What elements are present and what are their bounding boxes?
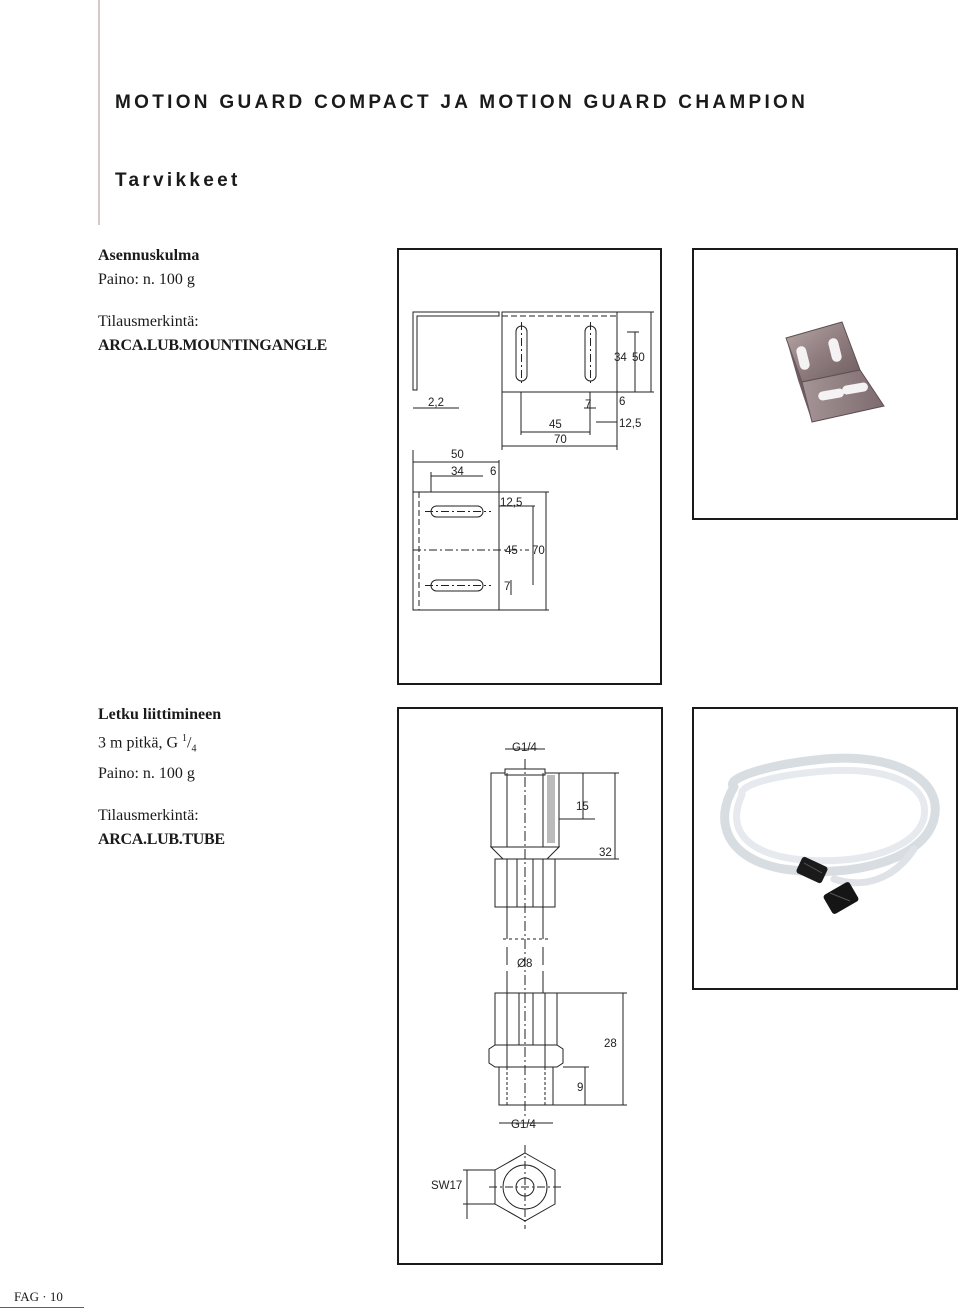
- dim-side-offset: 12,5: [500, 497, 523, 509]
- tube-image: [694, 709, 956, 988]
- order-code: ARCA.LUB.TUBE: [98, 830, 225, 848]
- dim-thread-bottom: G1/4: [511, 1119, 536, 1131]
- dim-side-34: 34: [451, 466, 464, 478]
- dim-thread-length: 9: [577, 1082, 584, 1094]
- product-name: Letku liittimineen: [98, 706, 222, 723]
- dim-edge-offset: 6: [619, 396, 626, 408]
- dim-thickness: 2,2: [428, 397, 444, 409]
- product-name: Asennuskulma: [98, 247, 200, 264]
- tube-photo: [692, 707, 958, 990]
- dim-side-70: 70: [532, 545, 545, 557]
- tube-fitting-technical-drawing: [399, 709, 661, 1263]
- page-subtitle: Tarvikkeet: [115, 170, 241, 191]
- product-mounting-angle-info: [98, 244, 327, 358]
- dim-width-70: 70: [554, 434, 567, 446]
- mounting-angle-photo: [692, 248, 958, 520]
- product-length: 3 m pitkä, G $^1/_4$: [98, 733, 197, 755]
- product-weight: Paino: n. 100 g: [98, 271, 195, 288]
- dim-height-lower: 28: [604, 1038, 617, 1050]
- dim-depth: 15: [576, 801, 589, 813]
- page-number: FAG · 10: [14, 1289, 63, 1304]
- dim-side-45: 45: [505, 545, 518, 557]
- order-label: Tilausmerkintä:: [98, 806, 199, 824]
- dim-height-50: 50: [632, 352, 645, 364]
- order-code: ARCA.LUB.MOUNTINGANGLE: [98, 337, 327, 354]
- product-tube-info: [98, 703, 225, 852]
- mounting-angle-technical-drawing: [399, 250, 660, 683]
- page-title: MOTION GUARD COMPACT JA MOTION GUARD CHAMPION: [115, 92, 809, 113]
- dim-height-34: 34: [614, 352, 627, 364]
- tube-fitting-drawing: [397, 707, 663, 1265]
- mounting-angle-image: [694, 250, 956, 518]
- dim-height-upper: 32: [599, 847, 612, 859]
- mounting-angle-drawing: [397, 248, 662, 685]
- dim-side-50: 50: [451, 449, 464, 461]
- dim-edge-offset-b: 12,5: [619, 418, 642, 430]
- header-rule: [98, 0, 100, 225]
- dim-side-slot: 7: [504, 581, 511, 593]
- dim-width-45: 45: [549, 419, 562, 431]
- footer-rule: [0, 1307, 84, 1308]
- order-label: Tilausmerkintä:: [98, 313, 199, 330]
- dim-tube-diameter: Ø8: [517, 958, 533, 970]
- dim-thread-top: G1/4: [512, 742, 537, 754]
- product-weight: Paino: n. 100 g: [98, 764, 195, 782]
- dim-slot-width: 7: [585, 399, 592, 411]
- dim-side-6: 6: [490, 466, 497, 478]
- dim-wrench-size: SW17: [431, 1180, 463, 1192]
